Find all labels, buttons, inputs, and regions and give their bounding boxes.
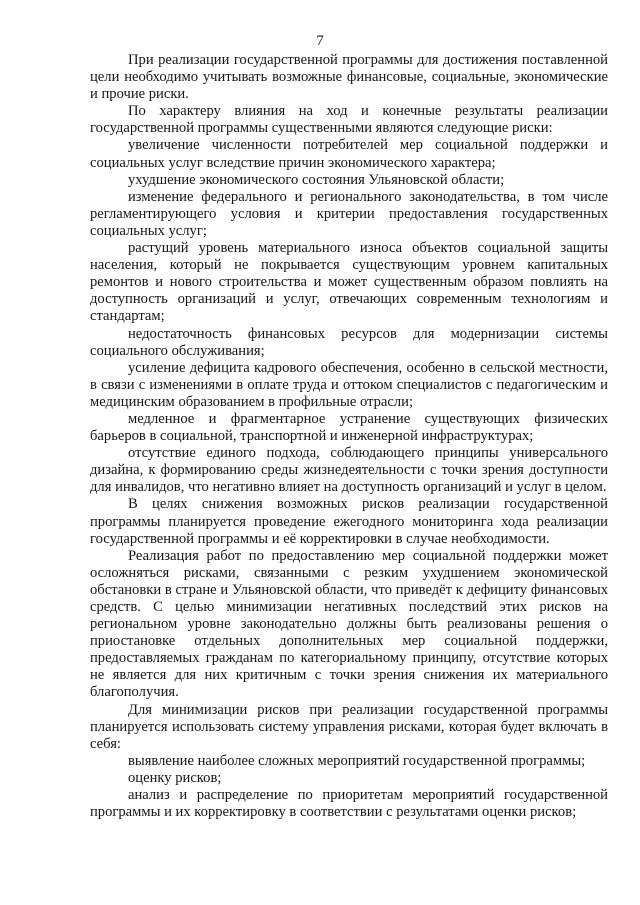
paragraph: усиление дефицита кадрового обеспечения, особенно в сельской местности, в связи с изменениями в оплате труда и оттоком специалистов с педагогическим и медицинским образованием в профильные отрасли;	[90, 359, 608, 410]
paragraph: выявление наиболее сложных мероприятий государственной программы;	[128, 752, 586, 769]
paragraph: недостаточность финансовых ресурсов для модернизации системы социального обслуживания;	[90, 325, 608, 359]
paragraph: При реализации государственной программы для достижения поставленной цели необходимо учитывать возможные финансовые, социальные, экономические и прочие риски.	[90, 52, 608, 103]
paragraph: Реализация работ по предоставлению мер социальной поддержки может осложняться рисками, связанными с резким ухудшением экономической обстановки в стране и Ульяновской области, что приведёт к дефициту финансовых средств. С целью минимизации негативных последствий этих рисков на региональном уровне законодательно должны быть реализованы решения о приостановке отдельных дополнительных мер социальной поддержки, предоставляемых гражданам по категориальному принципу, отсутствие которых не является для них критичным с точки зрения снижения их материального благополучия.	[90, 547, 608, 701]
page-number: 7	[316, 33, 324, 49]
paragraph: В целях снижения возможных рисков реализации государственной программы планируется проведение ежегодного мониторинга хода реализации государственной программы и её корректировки в случае необходимости.	[90, 496, 608, 547]
paragraph: По характеру влияния на ход и конечные результаты реализации государственной программы существенными являются следующие риски:	[90, 103, 608, 137]
paragraph: анализ и распределение по приоритетам мероприятий государственной программы и их корректировку в соответствии с результатами оценки рисков;	[90, 787, 608, 821]
paragraph: ухудшение экономического состояния Ульяновской области;	[128, 171, 505, 188]
paragraph: отсутствие единого подхода, соблюдающего принципы универсального дизайна, к формированию среды жизнедеятельности с точки зрения доступности для инвалидов, что негативно влияет на доступность организаций и услуг в целом.	[90, 445, 608, 496]
paragraph: оценку рисков;	[128, 769, 222, 786]
paragraph: медленное и фрагментарное устранение существующих физических барьеров в социальной, транспортной и инженерной инфраструктурах;	[90, 410, 608, 445]
document-body	[90, 52, 608, 821]
paragraph: растущий уровень материального износа объектов социальной защиты населения, который не покрывается существующим уровнем капитальных ремонтов и нового строительства и может существенным образом повлиять на доступность организаций и услуг, отвечающих современным технологиям и стандартам;	[90, 240, 608, 325]
paragraph: изменение федерального и регионального законодательства, в том числе регламентирующего условия и критерии предоставления государственных социальных услуг;	[90, 188, 608, 239]
paragraph: Для минимизации рисков при реализации государственной программы планируется использовать систему управления рисками, которая будет включать в себя:	[90, 701, 608, 752]
paragraph: увеличение численности потребителей мер социальной поддержки и социальных услуг вследствие причин экономического характера;	[90, 137, 608, 171]
